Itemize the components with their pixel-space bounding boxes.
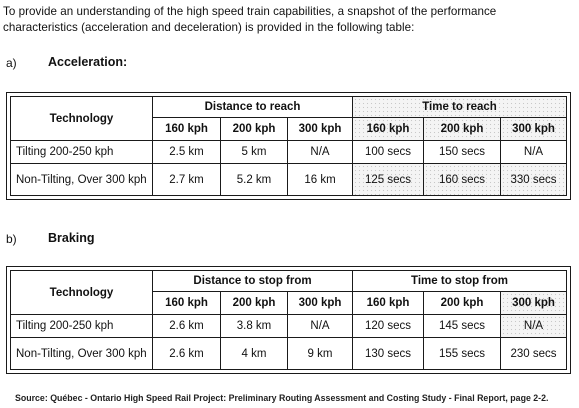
tech-cell: Tilting 200-250 kph: [11, 141, 153, 164]
table-cell: 230 secs: [501, 338, 567, 370]
table-cell: 5.2 km: [221, 164, 288, 196]
tech-cell: Non-Tilting, Over 300 kph: [11, 164, 153, 196]
table-cell: 2.5 km: [153, 141, 221, 164]
table-cell: 330 secs: [501, 164, 567, 196]
tech-cell: Non-Tilting, Over 300 kph: [11, 338, 153, 370]
table-cell: 120 secs: [353, 315, 424, 338]
distance-group-header: Distance to reach: [153, 97, 353, 118]
table-cell: 5 km: [221, 141, 288, 164]
tech-header: Technology: [11, 271, 153, 315]
table-cell: 130 secs: [353, 338, 424, 370]
acceleration-table-frame: [6, 92, 571, 200]
sub-header: 160 kph: [353, 118, 424, 141]
sub-header: 300 kph: [288, 292, 353, 315]
sub-header: 300 kph: [501, 118, 567, 141]
time-group-header: Time to stop from: [353, 271, 567, 292]
table-cell: 155 secs: [424, 338, 501, 370]
table-cell: 150 secs: [424, 141, 501, 164]
table-cell: 100 secs: [353, 141, 424, 164]
section-b-label: b): [6, 232, 17, 246]
table-cell: 2.6 km: [153, 338, 221, 370]
table-row: [11, 164, 567, 196]
sub-header: 300 kph: [501, 292, 567, 315]
braking-table-frame: [6, 266, 571, 374]
distance-group-header: Distance to stop from: [153, 271, 353, 292]
braking-table: [10, 270, 567, 370]
sub-header: 200 kph: [221, 292, 288, 315]
sub-header: 300 kph: [288, 118, 353, 141]
table-cell: 3.8 km: [221, 315, 288, 338]
table-cell: 160 secs: [424, 164, 501, 196]
table-cell: N/A: [501, 141, 567, 164]
table-cell: 2.7 km: [153, 164, 221, 196]
sub-header: 160 kph: [353, 292, 424, 315]
table-cell: 4 km: [221, 338, 288, 370]
tech-header: Technology: [11, 97, 153, 141]
section-a-label: a): [6, 56, 17, 70]
intro-paragraph: [3, 4, 577, 36]
table-cell: 145 secs: [424, 315, 501, 338]
sub-header: 160 kph: [153, 118, 221, 141]
table-cell: N/A: [501, 315, 567, 338]
table-cell: 2.6 km: [153, 315, 221, 338]
intro-line-1: To provide an understanding of the high speed train capabilities, a snapshot of the performance: [3, 5, 497, 18]
table-cell: 9 km: [288, 338, 353, 370]
table-row: [11, 338, 567, 370]
source-citation: Source: Québec - Ontario High Speed Rail Project: Preliminary Routing Assessment and Costing Study - Final Report, page 2-2.: [15, 393, 549, 403]
table-row: [11, 141, 567, 164]
section-b-title: Braking: [48, 231, 95, 245]
tech-cell: Tilting 200-250 kph: [11, 315, 153, 338]
intro-line-2: characteristics (acceleration and deceleration) is provided in the following table:: [3, 21, 415, 34]
sub-header: 200 kph: [424, 292, 501, 315]
sub-header: 200 kph: [424, 118, 501, 141]
table-cell: N/A: [288, 315, 353, 338]
table-cell: N/A: [288, 141, 353, 164]
table-row: [11, 315, 567, 338]
sub-header: 160 kph: [153, 292, 221, 315]
section-a-title: Acceleration:: [48, 55, 128, 69]
sub-header: 200 kph: [221, 118, 288, 141]
table-cell: 125 secs: [353, 164, 424, 196]
table-cell: 16 km: [288, 164, 353, 196]
acceleration-table: [10, 96, 567, 196]
time-group-header: Time to reach: [353, 97, 567, 118]
